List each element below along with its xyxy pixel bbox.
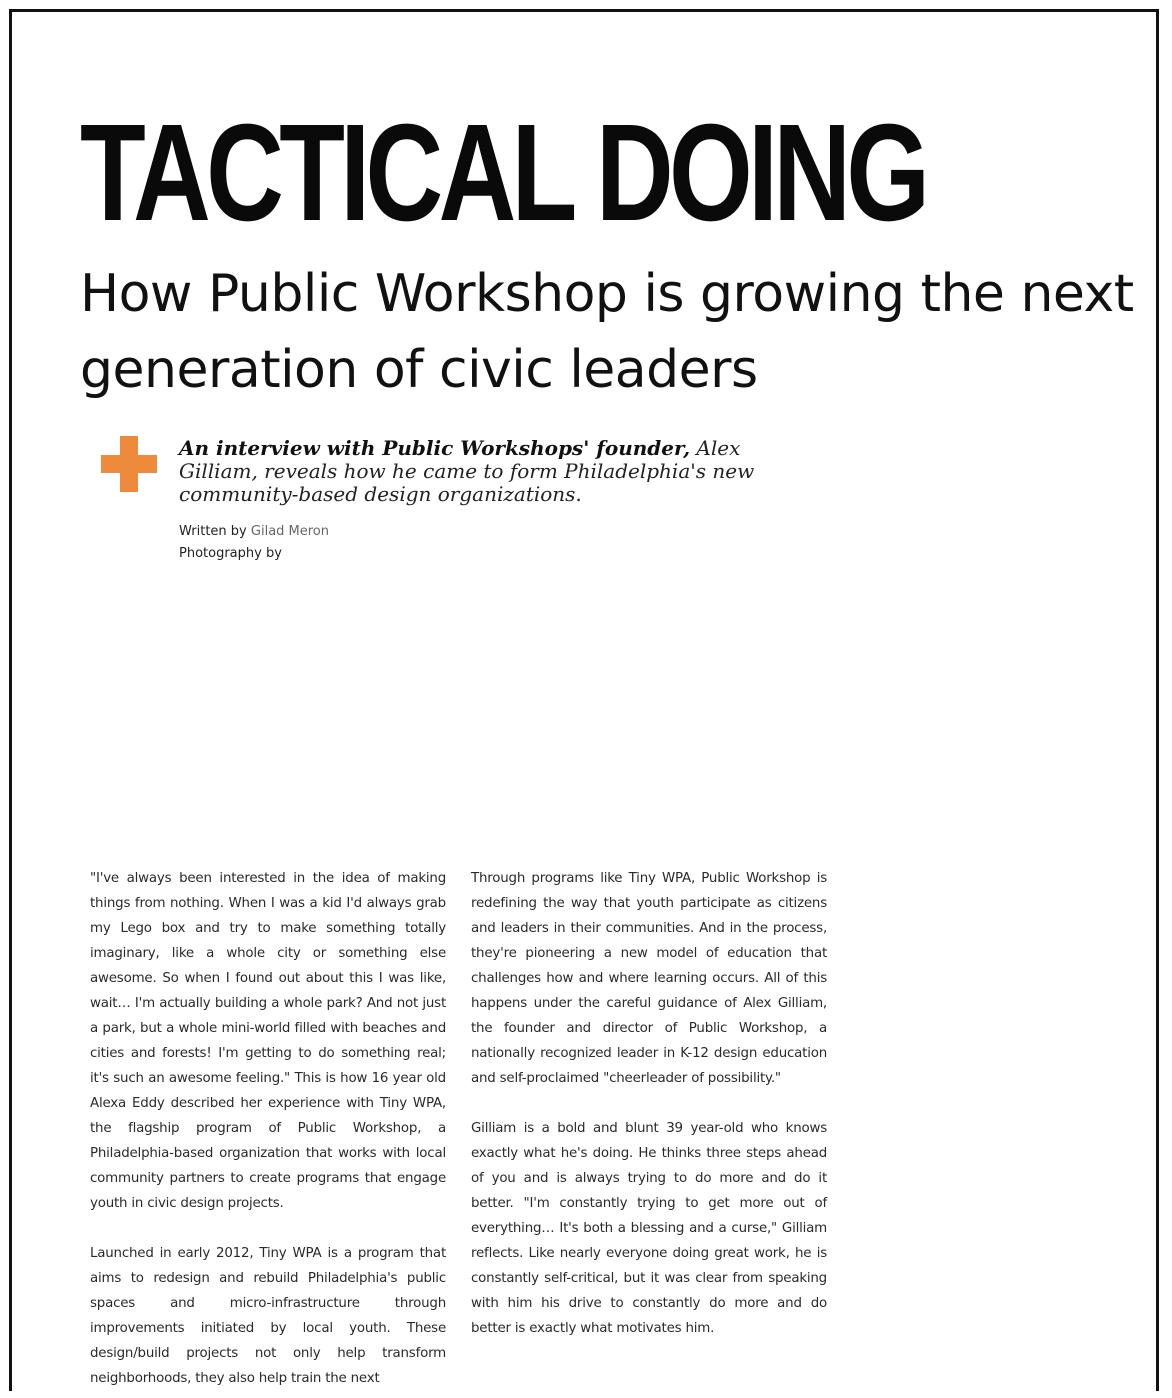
written-by-label: Written by <box>179 524 247 539</box>
intro-block <box>179 437 799 506</box>
intro-rest: Alex Gilliam, reveals how he came to form Philadelphia's new community-based design organizations. <box>179 436 755 506</box>
body-paragraph: Gilliam is a bold and blunt 39 year-old who knows exactly what he's doing. He thinks three steps ahead of you and is always trying to do more and do it better. "I'm constantly trying to get more out of everything… It's both a blessing and a curse," Gilliam reflects. Like nearly everyone doing great work, he is constantly self-critical, but it was clear from speaking with him his drive to constantly do more and do better is exactly what motivates him. <box>471 1121 827 1336</box>
article-subtitle: How Public Workshop is growing the next generation of civic leaders <box>80 264 1134 400</box>
article-title: TACTICAL DOING <box>80 96 926 250</box>
photography-label: Photography by <box>179 546 282 561</box>
body-paragraph: Launched in early 2012, Tiny WPA is a program that aims to redesign and rebuild Philadelphia's public spaces and micro-infrastructure through improvements initiated by local youth. These design/build projects not only help transform neighborhoods, they also help train the next <box>90 1246 446 1386</box>
body-column-left <box>90 866 446 1390</box>
body-paragraph: Through programs like Tiny WPA, Public Workshop is redefining the way that youth participate as citizens and leaders in their communities. And in the process, they're pioneering a new model of education that challenges how and where learning occurs. All of this happens under the careful guidance of Alex Gilliam, the founder and director of Public Workshop, a nationally recognized leader in K-12 design education and self-proclaimed "cheerleader of possibility." <box>471 871 827 1086</box>
author-name: Gilad Meron <box>250 524 330 539</box>
plus-icon <box>101 436 157 492</box>
written-by-credit <box>179 523 329 541</box>
body-column-right <box>471 866 827 1366</box>
body-paragraph: "I've always been interested in the idea of making things from nothing. When I was a kid I'd always grab my Lego box and try to make something totally imaginary, like a whole city or something else awesome. So when I found out about this I was like, wait… I'm actually building a whole park? And not just a park, but a whole mini-world filled with beaches and cities and forests! I'm getting to do something real; it's such an awesome feeling." This is how 16 year old Alexa Eddy described her experience with Tiny WPA, the flagship program of Public Workshop, a Philadelphia-based organization that works with local community partners to create programs that engage youth in civic design projects. <box>90 871 446 1211</box>
intro-lead: An interview with Public Workshops' founder, <box>179 436 691 460</box>
photography-credit <box>179 545 282 563</box>
